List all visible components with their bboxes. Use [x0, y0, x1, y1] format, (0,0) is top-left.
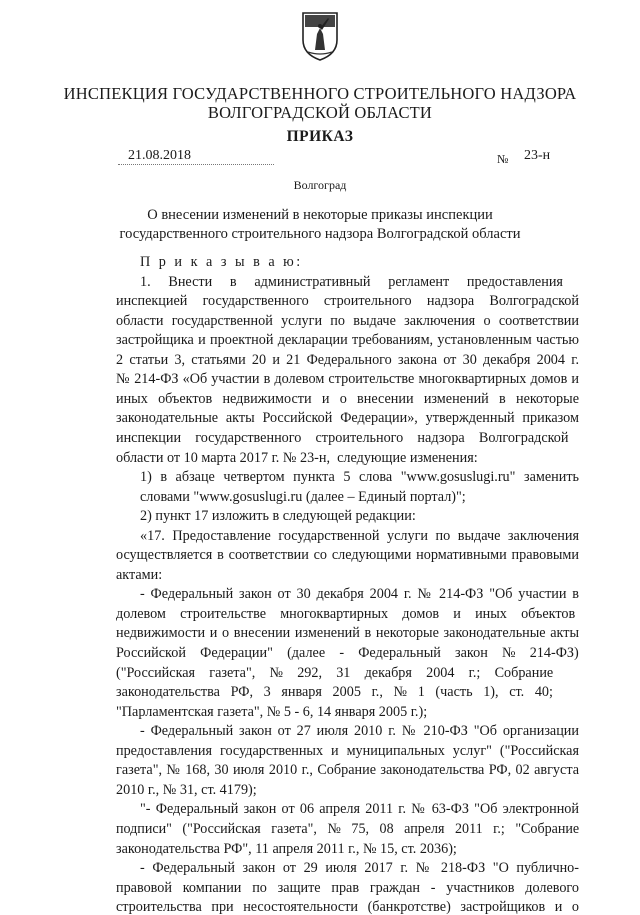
body-line: правовой компании по защите прав граждан - участников долевого — [116, 879, 579, 896]
body-line: недвижимости и о внесении изменений в некоторые законодательные акты — [116, 625, 579, 642]
body-line: Российской Федерации" (далее - Федеральный закон № 214-ФЗ) — [116, 645, 579, 661]
body-line: № 214-ФЗ «Об участии в долевом строительстве многоквартирных домов и — [116, 371, 579, 388]
document-number: 23-н — [524, 148, 551, 163]
body-line: инспекцией государственного строительного надзора Волгоградской — [116, 293, 579, 310]
body-line: иных объектов недвижимости и о внесении изменений в некоторые — [116, 390, 579, 407]
body-line: - Федеральный закон от 30 декабря 2004 г. № 214-ФЗ "Об участии в — [140, 586, 579, 603]
body-line: законодательства РФ", 11 апреля 2011 г., № 15, ст. 2036); — [116, 840, 457, 857]
document-city: Волгоград — [293, 178, 347, 192]
body-line: 2) пункт 17 изложить в следующей редакции: — [140, 508, 416, 525]
date-underline — [118, 164, 274, 165]
body-line: инспекции государственного строительного надзора Волгоградской — [116, 429, 569, 446]
body-line: - Федеральный закон от 29 июля 2017 г. № 218-ФЗ "О публично- — [140, 860, 579, 877]
body-line: ("Российская газета", № 292, 31 декабря 2004 г.; Собрание — [116, 664, 554, 681]
subject-line-2: государственного строительного надзора Волгоградской области — [119, 226, 521, 242]
body-line: осуществляется в соответствии со следующими нормативными правовыми — [116, 547, 579, 564]
body-line: "- Федеральный закон от 06 апреля 2011 г. № 63-ФЗ "Об электронной — [140, 801, 579, 818]
body-line: "Парламентская газета", № 5 - 6, 14 января 2005 г.); — [116, 703, 428, 720]
subject-line-1: О внесении изменений в некоторые приказы инспекции — [147, 207, 493, 223]
body-line: подписи" ("Российская газета", № 75, 08 апреля 2011 г.; "Собрание — [116, 820, 580, 837]
body-line: застройщика и проектной декларации требованиям, установленным частью — [116, 332, 579, 349]
body-line: области государственной услуги по выдаче заключения о соответствии — [116, 312, 579, 329]
body-line: «17. Предоставление государственной услуги по выдаче заключения — [140, 527, 579, 544]
body-line: законодательства РФ, 3 января 2005 г., № 1 (часть 1), ст. 40; — [116, 684, 553, 701]
organization-name-line1: ИНСПЕКЦИЯ ГОСУДАРСТВЕННОГО СТРОИТЕЛЬНОГО НАДЗОРА — [63, 84, 577, 103]
document-date: 21.08.2018 — [128, 148, 191, 163]
body-line: газета", № 168, 30 июля 2010 г., Собрание законодательства РФ, 02 августа — [116, 762, 579, 779]
body-line: строительства при несостоятельности (банкротстве) застройщиков и о — [116, 899, 579, 915]
body-line: 1) в абзаце четвертом пункта 5 слова "www.gosuslugi.ru" заменить — [140, 469, 579, 486]
body-line: актами: — [116, 566, 163, 583]
body-line: предоставления государственных и муниципальных услуг" ("Российская — [116, 742, 579, 759]
body-line: 1. Внести в административный регламент предоставления — [140, 273, 563, 290]
organization-name-line2: ВОЛГОГРАДСКОЙ ОБЛАСТИ — [207, 103, 433, 122]
body-line: законодательные акты Российской Федерации», утвержденный приказом — [116, 410, 579, 427]
document-number-label: № — [497, 152, 509, 166]
body-line: - Федеральный закон от 27 июля 2010 г. № 210-ФЗ "Об организации — [140, 723, 579, 740]
body-line: словами "www.gosuslugi.ru (далее – Единый портал)"; — [140, 488, 466, 505]
body-line: П р и к а з ы в а ю: — [140, 254, 303, 270]
body-line: 2010 г., № 31, ст. 4179); — [116, 781, 257, 798]
volgograd-coat-of-arms-icon — [300, 10, 340, 62]
body-line: 2 статьи 3, статьями 20 и 21 Федерального закона от 30 декабря 2004 г. — [116, 351, 579, 368]
document-title: ПРИКАЗ — [286, 128, 354, 145]
body-line: долевом строительстве многоквартирных домов и иных объектов — [116, 605, 576, 622]
body-line: области от 10 марта 2017 г. № 23-н, следующие изменения: — [116, 449, 478, 466]
